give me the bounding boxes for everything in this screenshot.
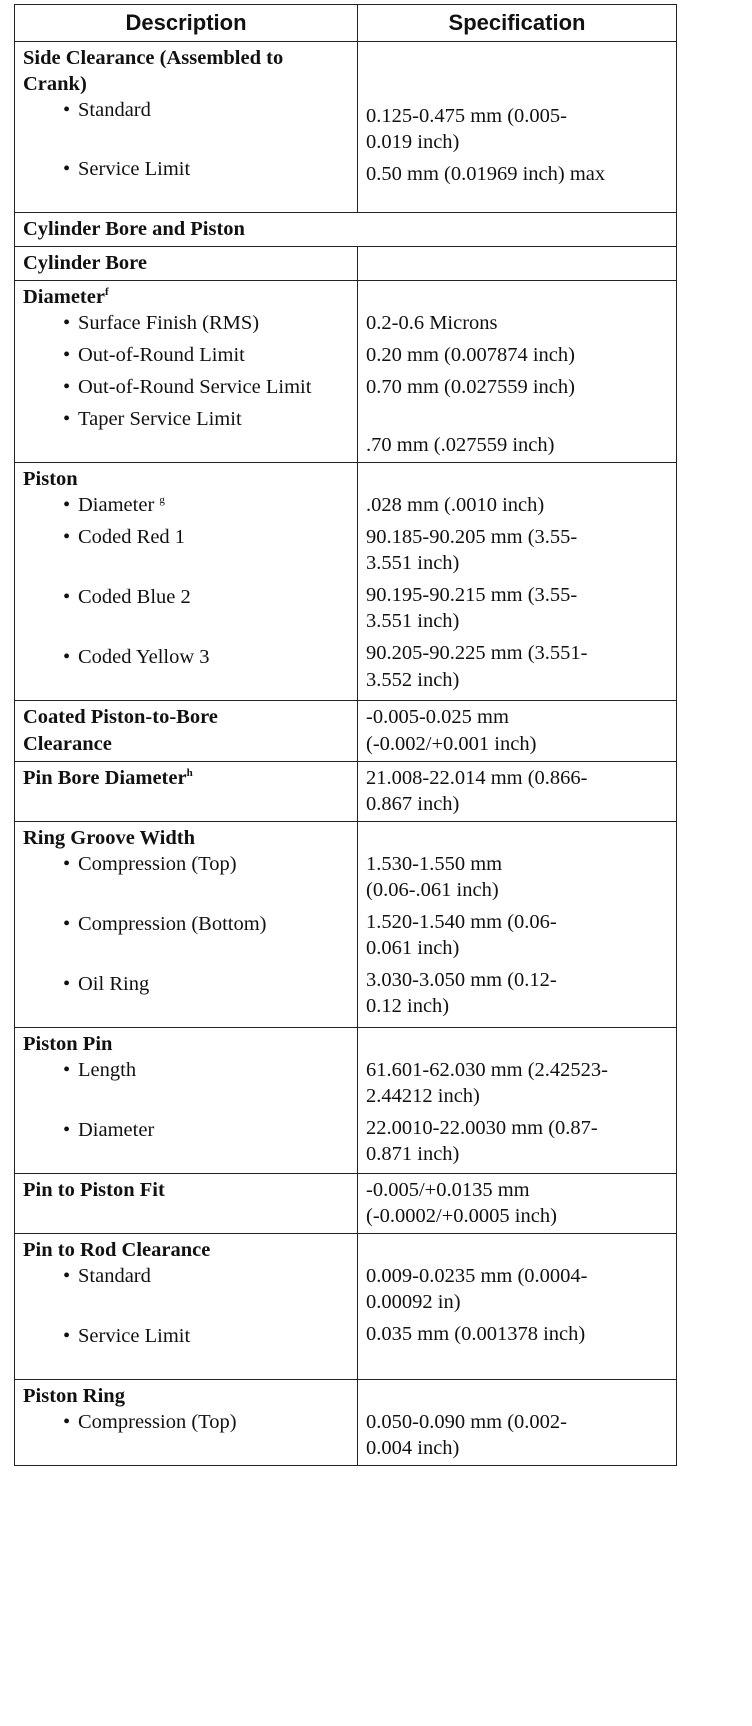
- bullet-icon: •: [63, 912, 71, 935]
- spec-value: 0.70 mm (0.027559 inch): [366, 376, 575, 399]
- list-item: • Service Limit: [23, 156, 351, 182]
- table-row: [15, 247, 677, 281]
- table-row: [15, 213, 677, 247]
- spec-table-page: [14, 4, 676, 1466]
- spec-value: 1.520-1.540 mm (0.06-0.061 inch): [366, 910, 557, 959]
- list-item: • Coded Yellow 3: [23, 644, 351, 670]
- spec-value: 0.009-0.0235 mm (0.0004-0.00092 in): [366, 1264, 588, 1313]
- table-row: [15, 1027, 677, 1173]
- spec-value: .70 mm (.027559 inch): [366, 434, 555, 457]
- spec-value: 90.205-90.225 mm (3.551-3.552 inch): [366, 642, 588, 691]
- section-title: Side Clearance (Assembled to Crank): [23, 47, 284, 96]
- list-item: • Surface Finish (RMS): [23, 310, 351, 336]
- bullet-icon: •: [63, 408, 71, 431]
- spec-value: 0.20 mm (0.007874 inch): [366, 344, 575, 367]
- list-item: • Compression (Top): [23, 851, 351, 877]
- spec-value: .028 mm (.0010 inch): [366, 494, 545, 517]
- spec-value: -0.005/+0.0135 mm (-0.0002/+0.0005 inch): [366, 1178, 557, 1227]
- spec-table: [14, 4, 677, 1466]
- list-item: • Out-of-Round Limit: [23, 342, 351, 368]
- bullet-icon: •: [63, 158, 71, 181]
- spec-value: 21.008-22.014 mm (0.866-0.867 inch): [366, 766, 588, 815]
- table-row: [15, 463, 677, 701]
- footnote-marker: h: [186, 766, 193, 779]
- spec-value: 3.030-3.050 mm (0.12-0.12 inch): [366, 968, 557, 1017]
- section-title: Piston Pin: [23, 1032, 113, 1055]
- list-item: • Coded Red 1: [23, 524, 351, 550]
- table-row: [15, 761, 677, 821]
- footnote-marker: g: [159, 494, 165, 507]
- list-item: • Standard: [23, 97, 351, 123]
- list-item: • Coded Blue 2: [23, 584, 351, 610]
- bullet-icon: •: [63, 852, 71, 875]
- header-specification: Specification: [358, 5, 677, 42]
- section-title: Ring Groove Width: [23, 826, 196, 849]
- table-row: [15, 701, 677, 761]
- bullet-icon: •: [63, 526, 71, 549]
- list-item: • Compression (Top): [23, 1409, 351, 1435]
- spec-value: 0.2-0.6 Microns: [366, 312, 498, 335]
- bullet-icon: •: [63, 1411, 71, 1433]
- table-row: [15, 1173, 677, 1233]
- list-item: • Compression (Bottom): [23, 911, 351, 937]
- bullet-icon: •: [63, 1058, 71, 1081]
- section-title: Piston Ring: [23, 1384, 125, 1407]
- section-title: Pin Bore Diameter$^h$: [23, 766, 193, 789]
- bullet-icon: •: [63, 972, 71, 995]
- list-item: • Service Limit: [23, 1323, 351, 1349]
- list-item: • Standard: [23, 1263, 351, 1289]
- list-item: • Out-of-Round Service Limit: [23, 374, 351, 400]
- section-title: Piston: [23, 468, 78, 491]
- section-title: Pin to Piston Fit: [23, 1178, 165, 1201]
- bullet-icon: •: [63, 646, 71, 669]
- spec-value: 0.035 mm (0.001378 inch): [366, 1322, 586, 1345]
- table-row: [15, 42, 677, 213]
- table-row: [15, 1233, 677, 1379]
- header-description: Description: [15, 5, 358, 42]
- spec-value: 0.50 mm (0.01969 inch) max: [366, 163, 606, 186]
- spec-value: 1.530-1.550 mm (0.06-.061 inch): [366, 852, 503, 901]
- spec-value: 0.125-0.475 mm (0.005-0.019 inch): [366, 105, 567, 154]
- spec-value: 90.185-90.205 mm (3.55-3.551 inch): [366, 526, 578, 575]
- section-title: Diameter$^f$: [23, 286, 109, 309]
- bullet-icon: •: [63, 1324, 71, 1347]
- list-item: • Oil Ring: [23, 971, 351, 997]
- list-item: • Diameter: [23, 1117, 351, 1143]
- bullet-icon: •: [63, 586, 71, 609]
- spec-value: 90.195-90.215 mm (3.55-3.551 inch): [366, 584, 578, 633]
- bullet-icon: •: [63, 376, 71, 399]
- table-header-row: [15, 5, 677, 42]
- spec-value: -0.005-0.025 mm (-0.002/+0.001 inch): [366, 706, 537, 755]
- spec-value: 22.0010-22.0030 mm (0.87-0.871 inch): [366, 1116, 598, 1165]
- footnote-marker: f: [104, 286, 109, 299]
- list-item: • Length: [23, 1057, 351, 1083]
- table-row: [15, 1379, 677, 1465]
- bullet-icon: •: [63, 1118, 71, 1141]
- bullet-icon: •: [63, 494, 71, 517]
- section-title: Pin to Rod Clearance: [23, 1238, 211, 1261]
- spec-value: 61.601-62.030 mm (2.42523-2.44212 inch): [366, 1058, 608, 1107]
- table-row: [15, 821, 677, 1027]
- section-title: Cylinder Bore and Piston: [23, 218, 245, 241]
- list-item: • Diameter $^g$: [23, 492, 351, 518]
- bullet-icon: •: [63, 1264, 71, 1287]
- bullet-icon: •: [63, 344, 71, 367]
- spec-value: 0.050-0.090 mm (0.002-0.004 inch): [366, 1410, 567, 1459]
- list-item: • Taper Service Limit: [23, 406, 351, 432]
- bullet-icon: •: [63, 99, 71, 122]
- section-title: Coated Piston-to-Bore Clearance: [23, 706, 218, 755]
- section-title: Cylinder Bore: [23, 252, 147, 275]
- bullet-icon: •: [63, 312, 71, 335]
- table-row: [15, 281, 677, 463]
